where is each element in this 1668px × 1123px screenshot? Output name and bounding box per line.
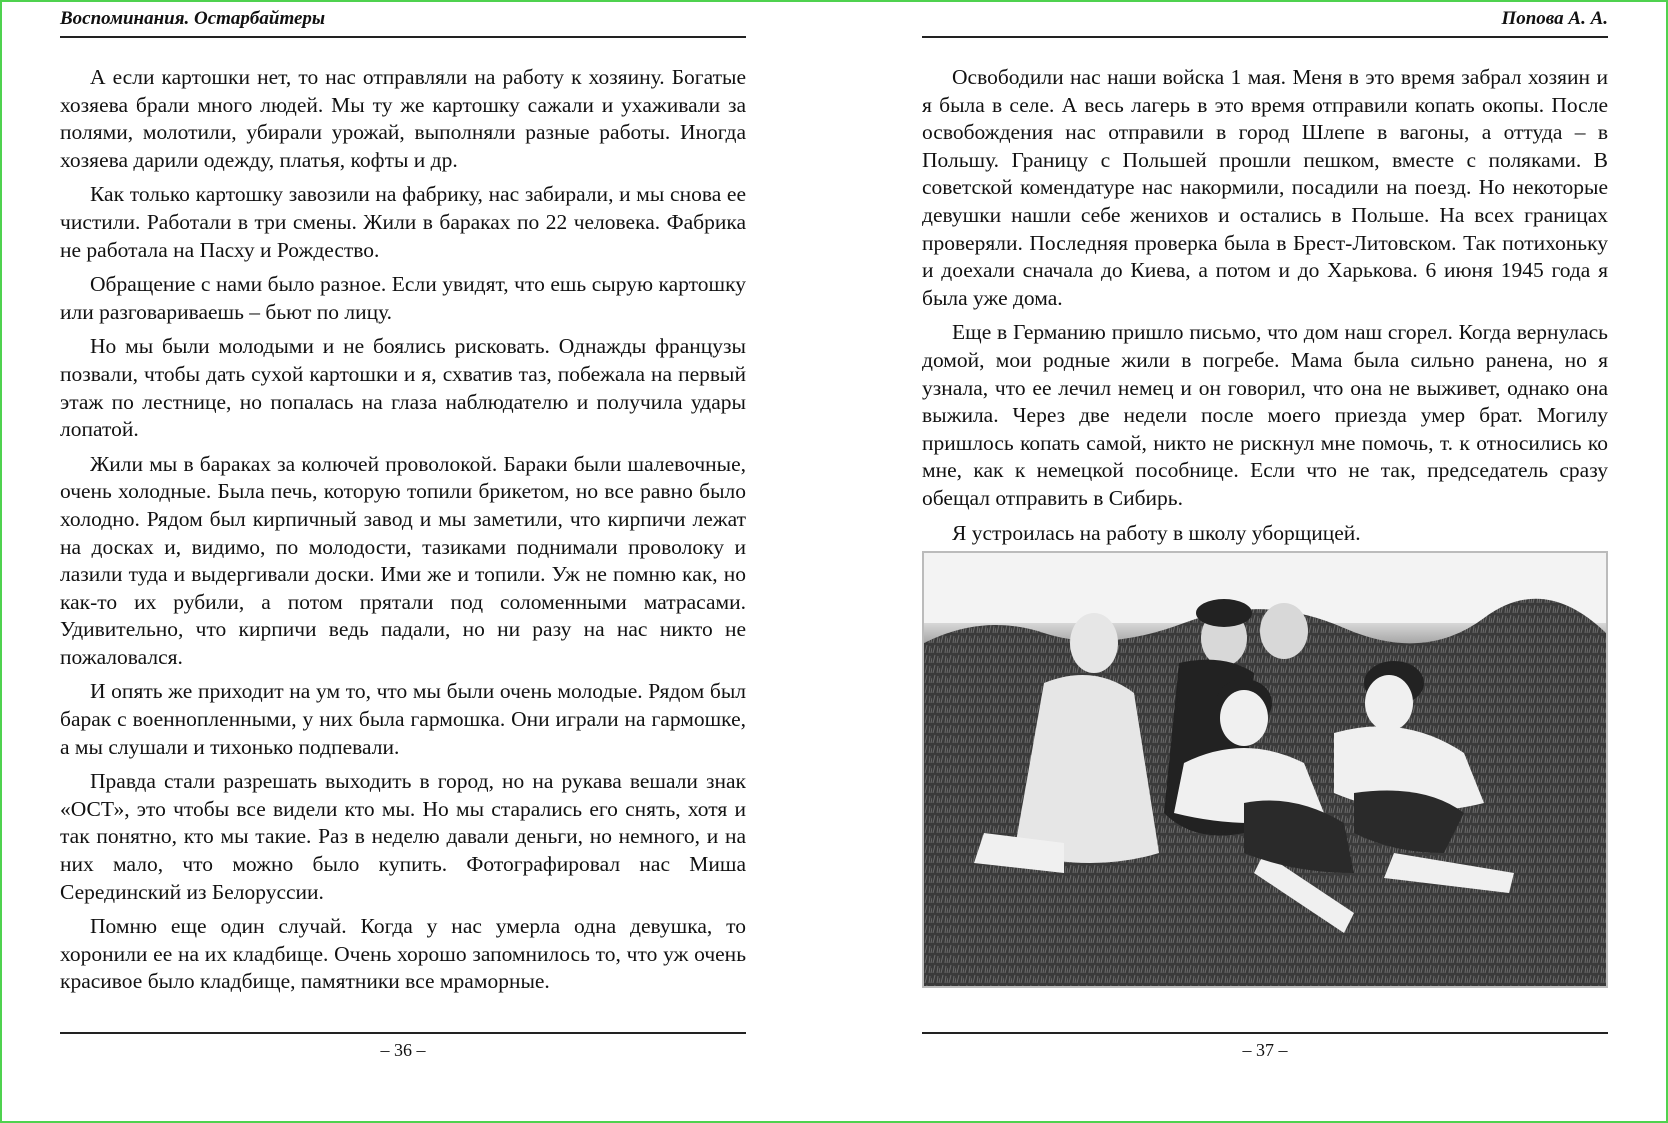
page-number-right: – 37 – (1242, 1040, 1288, 1060)
paragraph: И опять же приходит на ум то, что мы были очень молодые. Рядом был барак с военнопленными, у них была гармошка. Они играли на гармошке, а мы слушали и тихонько подпевали. (60, 679, 746, 759)
paragraph: Помню еще один случай. Когда у нас умерла одна девушка, то хоронили ее на их кладбище. Очень хорошо запомнилось то, что уж очень красивое было кладбище, памятники все мраморные. (60, 914, 746, 994)
header-rule-right (922, 36, 1608, 38)
photo-icon (922, 551, 1608, 988)
paragraph: Еще в Германию пришло письмо, что дом наш сгорел. Когда вернулась домой, мои родные жили в погребе. Мама была сильно ранена, но я узнала, что ее лечил немец и он говорил, что она не выживет, однако она выжила. Через две недели после моего приезда умер брат. Могилу пришлось копать самой, никто не рискнул мне помочь, т. к относились ко мне, как к немецкой пособнице. Если что не так, председатель сразу обещал отправить в Сибирь. (922, 320, 1608, 510)
paragraph: Но мы были молодыми и не боялись рисковать. Однажды французы позвали, чтобы дать сухой картошки и я, схватив таз, побежала на первый этаж по лестнице, но попалась на глаза наблюдателю и получила удары лопатой. (60, 334, 746, 442)
footer-rule-right (922, 1032, 1608, 1034)
paragraph: Обращение с нами было разное. Если увидят, что ешь сырую картошку или разговариваешь – бьют по лицу. (60, 272, 746, 324)
paragraph: Я устроилась на работу в школу уборщицей. (952, 520, 1361, 545)
header-rule-left (60, 36, 746, 38)
paragraph: Как только картошку завозили на фабрику, нас забирали, и мы снова ее чистили. Работали в три смены. Жили в бараках по 22 человека. Фабрика не работала на Пасху и Рождество. (60, 182, 746, 262)
body-text-left (60, 64, 746, 1003)
paragraph: Жили мы в бараках за колючей проволокой. Бараки были шалевочные, очень холодные. Была печь, которую топили брикетом, но все равно было холодно. Рядом был кирпичный завод и мы заметили, что кирпичи лежат на досках и, видимо, по молодости, тазиками поднимали проволоку и лазили туда и выдергивали доски. Ими же и топили. Уж не помню как, но как-то их рубили, а потом прятали под соломенными матрасами. Удивительно, что кирпичи ведь падали, но ни разу на нас никто не пожаловался. (60, 451, 746, 669)
footer-rule-left (60, 1032, 746, 1034)
running-head-left: Воспоминания. Остарбайтеры (60, 8, 326, 29)
running-head-right: Попова А. А. (1501, 8, 1608, 29)
paragraph: А если картошки нет, то нас отправляли на работу к хозяину. Богатые хозяева брали много людей. Мы ту же картошку сажали и ухаживали за полями, молотили, убирали урожай, выполняли разные работы. Иногда хозяева дарили одежду, платья, кофты и др. (60, 65, 746, 172)
body-text-right (922, 64, 1608, 554)
paragraph: Правда стали разрешать выходить в город, но на рукава вешали знак «ОСТ», это чтобы все видели кто мы. Но мы старались его снять, хотя и так понятно, кто мы такие. Раз в неделю давали деньги, но немного, и на них мало, что можно было купить. Фотографировал нас Миша Серединский из Белоруссии. (60, 769, 746, 904)
paragraph: Освободили нас наши войска 1 мая. Меня в это время забрал хозяин и я была в селе. А весь лагерь в это время отправили копать окопы. После освобождения нас отправили в город Шлепе в вагоны, а оттуда – в Польшу. Границу с Польшей прошли пешком, вместе с поляками. В советской комендатуре нас накормили, посадили на поезд. Но некоторые девушки нашли себе женихов и остались в Польше. На всех границах проверяли. Последняя проверка была в Брест-Литовском. Так потихоньку и доехали сначала до Киева, а потом и до Харькова. 6 июня 1945 года я была уже дома. (922, 65, 1608, 310)
left-page (60, 2, 746, 1121)
page-number-left: – 36 – (380, 1040, 426, 1060)
right-page (922, 2, 1608, 1121)
